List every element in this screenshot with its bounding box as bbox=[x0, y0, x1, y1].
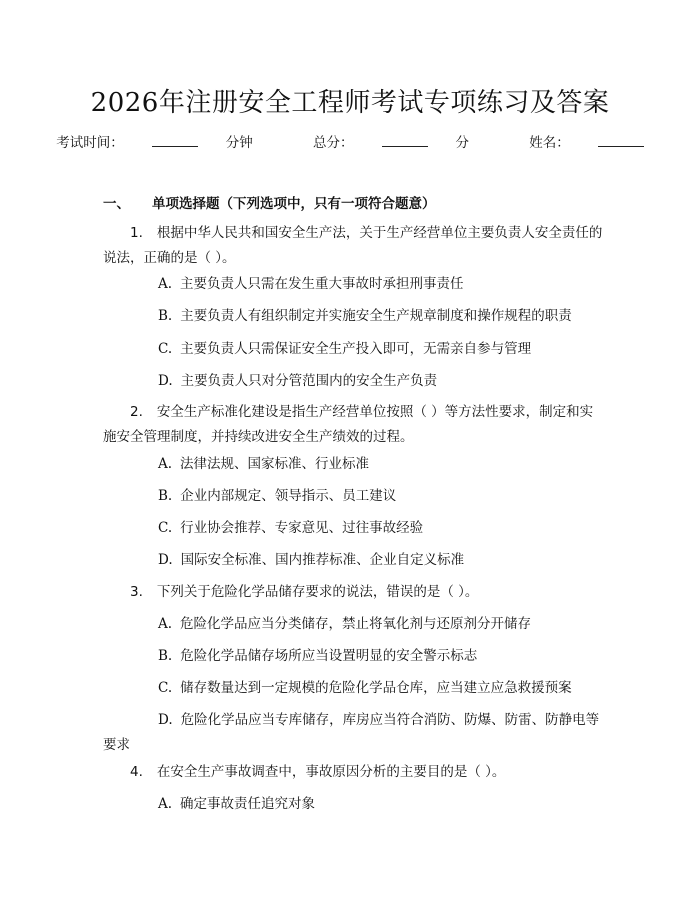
option-label: A. bbox=[158, 796, 173, 812]
name-blank bbox=[598, 134, 644, 147]
option-text: 主要负责人只需保证安全生产投入即可，无需亲自参与管理 bbox=[180, 341, 532, 357]
question-number: 3. bbox=[130, 584, 143, 600]
exam-time-field bbox=[42, 131, 267, 151]
question-1 bbox=[103, 221, 603, 271]
section-title: 单项选择题（下列选项中，只有一项符合题意） bbox=[152, 196, 436, 212]
option-label: C. bbox=[158, 680, 173, 696]
option-label: D. bbox=[158, 712, 173, 728]
option-text: 行业协会推荐、专家意见、过往事故经验 bbox=[180, 520, 424, 536]
exam-time-blank bbox=[152, 134, 198, 147]
total-score-field bbox=[299, 131, 483, 151]
option-label: B. bbox=[158, 488, 173, 504]
question-text: 根据中华人民共和国安全生产法，关于生产经营单位主要负责人安全责任的说法，正确的是（ ）。 bbox=[103, 225, 603, 266]
question-2-option-d bbox=[103, 548, 603, 573]
question-number: 2. bbox=[130, 404, 143, 420]
section-heading bbox=[103, 192, 436, 212]
question-2-option-b bbox=[103, 484, 603, 509]
option-label: B. bbox=[158, 308, 173, 324]
section-number: 一、 bbox=[103, 196, 130, 212]
total-score-blank bbox=[382, 134, 428, 147]
option-text: 危险化学品应当分类储存，禁止将氧化剂与还原剂分开储存 bbox=[180, 616, 532, 632]
question-1-option-c bbox=[103, 337, 603, 362]
option-text: 主要负责人只需在发生重大事故时承担刑事责任 bbox=[180, 276, 464, 292]
option-text: 确定事故责任追究对象 bbox=[180, 796, 316, 812]
total-score-label: 总分： bbox=[313, 135, 354, 151]
option-label: B. bbox=[158, 648, 173, 664]
total-score-unit: 分 bbox=[455, 135, 469, 151]
option-text: 国际安全标准、国内推荐标准、企业自定义标准 bbox=[180, 552, 465, 568]
option-label: C. bbox=[158, 520, 173, 536]
document-title: 2026年注册安全工程师考试专项练习及答案 bbox=[90, 88, 610, 118]
option-text: 危险化学品储存场所应当设置明显的安全警示标志 bbox=[180, 648, 478, 664]
question-3-option-c bbox=[103, 676, 603, 701]
option-text: 主要负责人只对分管范围内的安全生产负责 bbox=[180, 373, 438, 389]
option-label: A. bbox=[158, 456, 173, 472]
option-text: 危险化学品应当专库储存，库房应当符合消防、防爆、防雷、防静电等要求 bbox=[103, 712, 600, 753]
question-4 bbox=[103, 760, 603, 785]
question-3 bbox=[103, 580, 603, 605]
question-3-option-a bbox=[103, 612, 603, 637]
option-text: 企业内部规定、领导指示、员工建议 bbox=[180, 488, 397, 504]
question-4-option-a bbox=[103, 792, 603, 817]
question-1-option-d bbox=[103, 369, 603, 394]
question-text: 在安全生产事故调查中，事故原因分析的主要目的是（ ）。 bbox=[156, 764, 506, 780]
question-text: 安全生产标准化建设是指生产经营单位按照（ ）等方法性要求，制定和实施安全管理制度，并持续改进安全生产绩效的过程。 bbox=[103, 404, 594, 445]
question-text: 下列关于危险化学品储存要求的说法，错误的是（ ）。 bbox=[156, 584, 479, 600]
question-number: 1. bbox=[130, 225, 143, 241]
option-text: 主要负责人有组织制定并实施安全生产规章制度和操作规程的职责 bbox=[180, 308, 572, 324]
option-text: 法律法规、国家标准、行业标准 bbox=[180, 456, 370, 472]
name-field bbox=[515, 131, 658, 151]
exam-time-label: 考试时间： bbox=[56, 135, 124, 151]
question-2 bbox=[103, 400, 603, 450]
question-1-option-a bbox=[103, 272, 603, 297]
option-label: A. bbox=[158, 276, 173, 292]
question-3-option-b bbox=[103, 644, 603, 669]
option-label: D. bbox=[158, 373, 173, 389]
question-3-option-d bbox=[103, 708, 603, 758]
question-2-option-a bbox=[103, 452, 603, 477]
exam-meta bbox=[0, 131, 700, 151]
option-label: D. bbox=[158, 552, 173, 568]
option-label: A. bbox=[158, 616, 173, 632]
question-2-option-c bbox=[103, 516, 603, 541]
question-1-option-b bbox=[103, 304, 603, 329]
exam-time-unit: 分钟 bbox=[225, 135, 253, 151]
option-text: 储存数量达到一定规模的危险化学品仓库，应当建立应急救援预案 bbox=[180, 680, 572, 696]
question-number: 4. bbox=[130, 764, 143, 780]
name-label: 姓名： bbox=[529, 135, 570, 151]
option-label: C. bbox=[158, 341, 173, 357]
